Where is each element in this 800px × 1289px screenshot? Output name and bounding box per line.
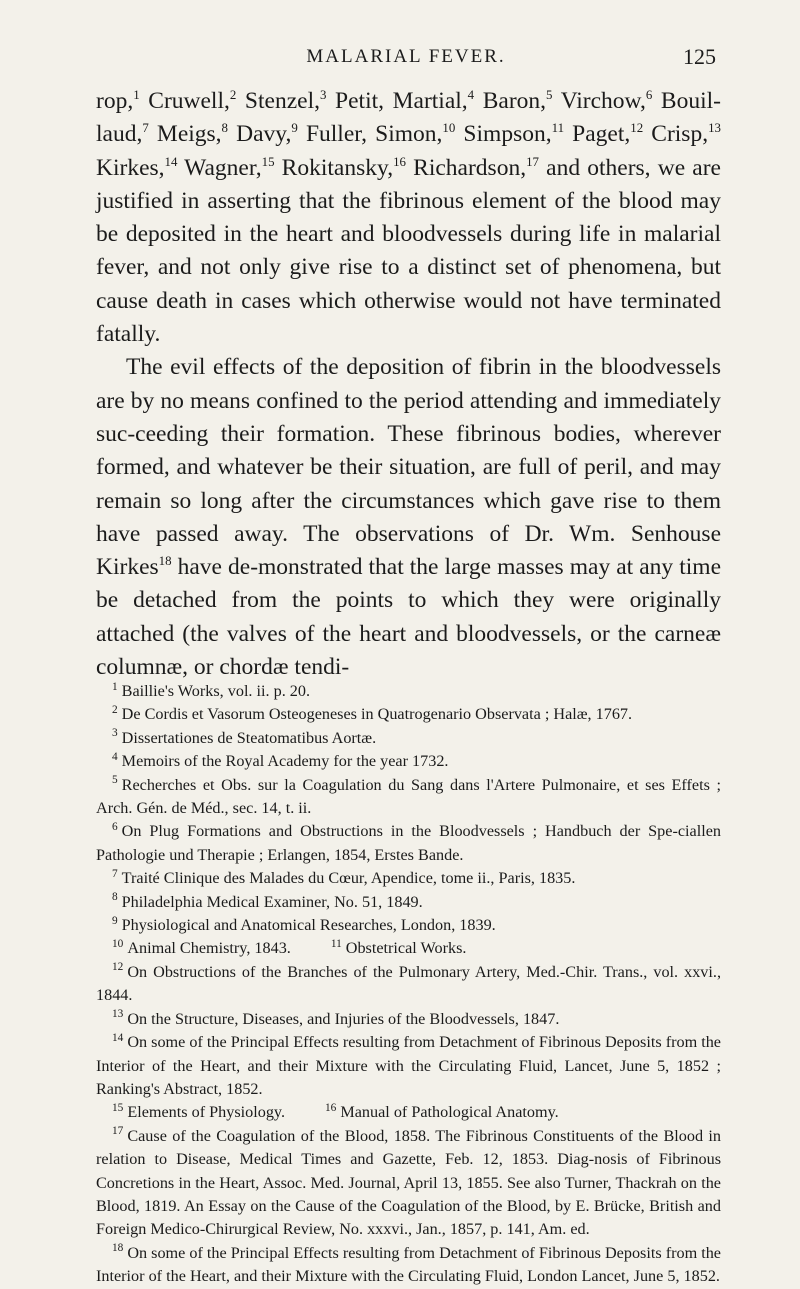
footnote	[96, 1008, 721, 1031]
note-reference: 5	[546, 87, 553, 103]
footnote-number: 14	[112, 1031, 124, 1044]
text-run: have de-monstrated that the large masses may at any time be detached from the points to which they were originally attached (the valves of the heart and bloodvessels, or the carneæ columnæ, or chordæ tendi-	[96, 554, 721, 681]
footnote-text: Philadelphia Medical Examiner, No. 51, 1849.	[121, 892, 423, 911]
page-header	[96, 42, 716, 72]
text-run: Kirkes,	[96, 154, 165, 181]
footnote	[96, 867, 721, 890]
footnote-text: Recherches et Obs. sur la Coagulation du Sang dans l'Artere Pulmonaire, et ses Effets ; Arch. Gén. de Méd., sec. 14, t. ii.	[96, 775, 721, 818]
text-run: Fuller, Simon,	[297, 121, 443, 148]
footnote-number: 9	[112, 914, 118, 927]
footnote	[96, 774, 721, 821]
footnote-number: 4	[112, 750, 118, 763]
note-reference: 3	[319, 87, 327, 103]
text-run: Wagner,	[177, 154, 262, 181]
paragraph-2	[96, 351, 721, 684]
note-reference: 17	[526, 153, 539, 169]
footnote-text: Memoirs of the Royal Academy for the year 1732.	[121, 752, 449, 771]
text-run: Richardson,	[406, 154, 527, 181]
footnote	[96, 1031, 721, 1101]
note-reference: 9	[291, 120, 298, 136]
note-reference: 1	[133, 87, 140, 103]
footnote-number: 12	[112, 961, 124, 974]
footnote	[96, 1242, 721, 1289]
footnote-text: Traité Clinique des Malades du Cœur, Apendice, tome ii., Paris, 1835.	[121, 869, 576, 888]
footnote-number: 8	[112, 891, 118, 904]
footnote-text: Dissertationes de Steatomatibus Aortæ.	[121, 728, 377, 747]
note-reference: 10	[442, 120, 456, 136]
text-run: rop,	[96, 88, 134, 114]
text-run: Rokitansky,	[274, 154, 394, 181]
body-text	[96, 85, 721, 684]
footnote-number: 13	[112, 1008, 124, 1021]
footnote	[96, 750, 721, 773]
note-reference: 13	[708, 120, 721, 136]
footnote	[96, 937, 721, 960]
footnote	[96, 914, 721, 937]
footnote-text: De Cordis et Vasorum Osteogeneses in Quatrogenario Observata ; Halæ, 1767.	[121, 705, 633, 724]
text-run: Stenzel,	[236, 88, 320, 114]
footnote-text: Manual of Pathological Anatomy.	[340, 1103, 559, 1122]
paragraph-1	[96, 85, 721, 351]
page-number: 125	[683, 44, 716, 69]
text-run: Bouil-laud,	[96, 88, 721, 148]
footnote-number: 16	[325, 1101, 337, 1114]
footnote-text: Animal Chemistry, 1843.	[127, 939, 291, 958]
footnote	[96, 1125, 721, 1242]
footnote-number: 5	[112, 774, 118, 787]
note-reference: 4	[467, 87, 475, 103]
footnote-text: On Plug Formations and Obstructions in the Bloodvessels ; Handbuch der Spe-ciallen Pathologie und Therapie ; Erlangen, 1854, Erstes Bande.	[96, 822, 721, 864]
footnote	[96, 961, 721, 1008]
text-run: Simpson,	[455, 121, 552, 148]
text-run: Paget,	[564, 121, 631, 148]
text-run: Virchow,	[552, 88, 646, 114]
footnote-text: Physiological and Anatomical Researches, London, 1839.	[121, 916, 496, 935]
note-reference: 16	[393, 153, 406, 169]
footnotes	[96, 680, 721, 1289]
note-reference: 8	[221, 120, 228, 136]
footnote-number: 7	[112, 867, 118, 880]
text-run: Davy,	[228, 121, 292, 148]
text-run: The evil effects of the deposition of fibrin in the bloodvessels are by no means confined to the period attending and immediately suc-ceeding their formation. These fibrinous bodies, wherever formed, and whatever be their situation, are full of peril, and may remain so long after the circumstances which gave rise to them have passed away. The observations of Dr. Wm. Senhouse Kirkes	[96, 354, 721, 581]
note-reference: 11	[551, 120, 565, 136]
footnote-number: 11	[330, 938, 342, 951]
footnote-number: 6	[112, 821, 118, 834]
running-head: MALARIAL FEVER.	[306, 46, 506, 67]
footnote-number: 3	[112, 727, 118, 740]
note-reference: 15	[261, 153, 275, 169]
note-reference: 6	[645, 87, 653, 103]
text-run: Crisp,	[643, 121, 709, 148]
footnote-text: On some of the Principal Effects resulting from Detachment of Fibrinous Deposits from the Interior of the Heart, and their Mixture with the Circulating Fluid, Lancet, June 5, 1852 ; Ranking's Abstract, 1852.	[96, 1033, 721, 1098]
footnote	[96, 727, 721, 750]
footnote-number: 2	[112, 704, 118, 717]
footnote-text: Elements of Physiology.	[127, 1103, 285, 1122]
text-run: Baron,	[474, 88, 547, 114]
footnote	[96, 680, 721, 703]
footnote	[96, 891, 721, 914]
text-run: Cruwell,	[139, 88, 230, 114]
footnote-text: On the Structure, Diseases, and Injuries of the Bloodvessels, 1847.	[127, 1009, 560, 1028]
footnote-text: Cause of the Coagulation of the Blood, 1858. The Fibrinous Constituents of the Blood in relation to Disease, Medical Times and Gazette, Feb. 12, 1853. Diag-nosis of Fibrinous Concretions in the Heart, Assoc. Med. Journal, April 13, 1855. See also Turner, Thackrah on the Blood, 1819. An Essay on the Cause of the Coagulation of the Blood, by E. Brücke, British and Foreign Medico-Chirurgical Review, No. xxxvi., Jan., 1857, p. 141, Am. ed.	[96, 1126, 721, 1239]
note-reference: 18	[158, 553, 172, 569]
footnote-number: 18	[112, 1242, 124, 1255]
footnote-number: 10	[112, 938, 124, 951]
footnote-text: Obstetrical Works.	[345, 939, 467, 958]
footnote-number: 17	[112, 1125, 124, 1138]
text-run: Meigs,	[148, 121, 222, 148]
text-run: Petit, Martial,	[326, 88, 468, 114]
footnote	[96, 820, 721, 867]
note-reference: 2	[229, 87, 237, 103]
footnote-text: On Obstructions of the Branches of the Pulmonary Artery, Med.-Chir. Trans., vol. xxvi., 1844.	[96, 962, 721, 1005]
footnote-number: 15	[112, 1101, 124, 1114]
footnote	[96, 703, 721, 726]
footnote-text: On some of the Principal Effects resulting from Detachment of Fibrinous Deposits from the Interior of the Heart, and their Mixture with the Circulating Fluid, London Lancet, June 5, 1852.	[96, 1243, 721, 1286]
footnote-number: 1	[112, 680, 118, 693]
text-run: and others, we are justified in asserting that the fibrinous element of the blood may be deposited in the heart and bloodvessels during life in malarial fever, and not only give rise to a distinct set of phenomena, but cause death in cases which otherwise would not have terminated fatally.	[96, 154, 721, 348]
footnote-text: Baillie's Works, vol. ii. p. 20.	[121, 682, 311, 700]
note-reference: 12	[630, 120, 644, 136]
note-reference: 14	[164, 153, 178, 169]
footnote	[96, 1101, 721, 1124]
note-reference: 7	[142, 120, 149, 136]
